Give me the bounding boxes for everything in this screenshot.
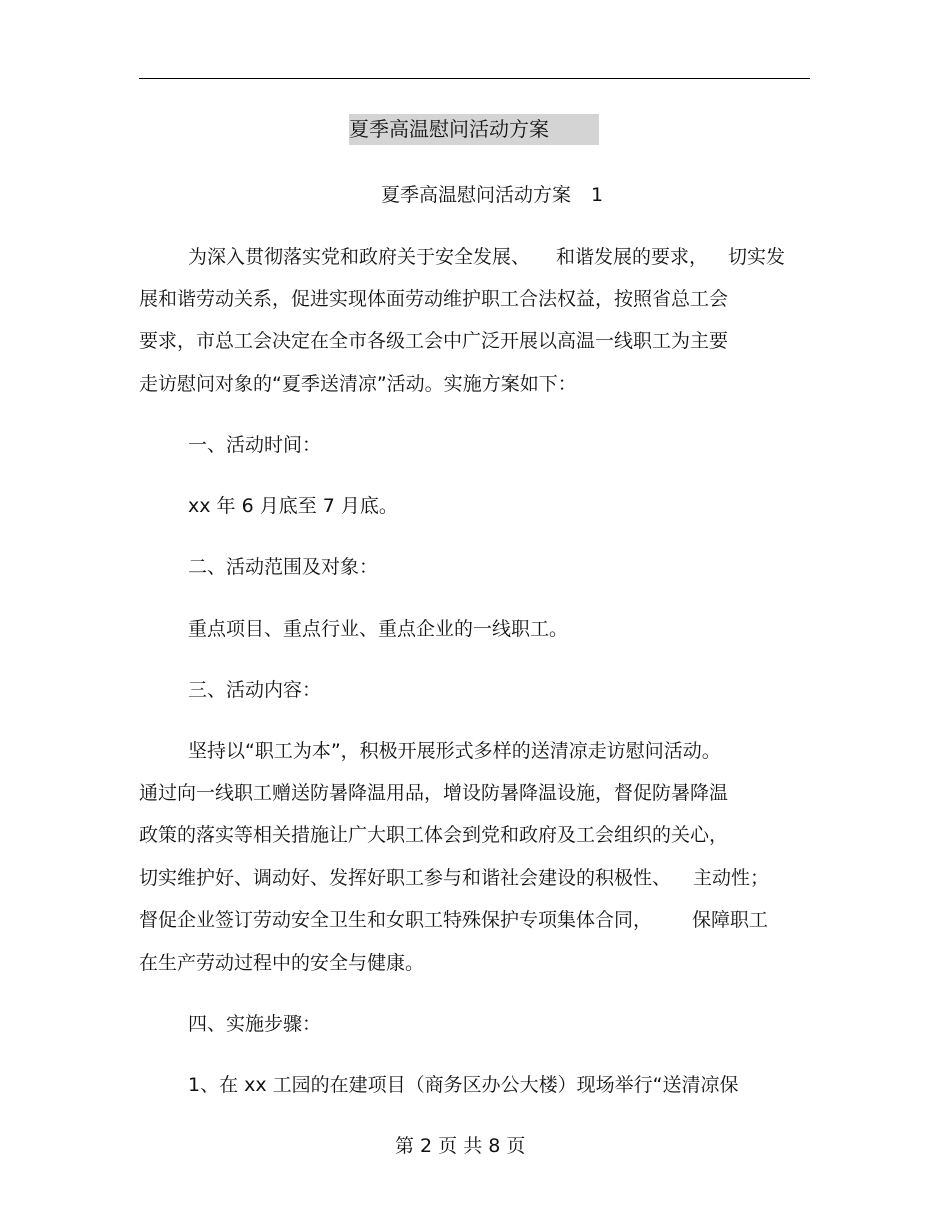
intro-line-1-part-a: 为深入贯彻落实党和政府关于安全发展、 bbox=[188, 246, 531, 268]
intro-line-3: 要求，市总工会决定在全市各级工会中广泛开展以高温一线职工为主要 bbox=[139, 330, 729, 352]
section-4-line-1: 1、在 xx 工园的在建项目（商务区办公大楼）现场举行“送清凉保 bbox=[188, 1074, 739, 1096]
section-3-line-4 bbox=[139, 866, 769, 890]
section-3-line-5 bbox=[139, 908, 768, 932]
section-3-line-4-part-b: 主动性； bbox=[693, 867, 770, 889]
section-1-body: xx 年 6 月底至 7 月底。 bbox=[188, 495, 398, 517]
section-3-line-5-part-a: 督促企业签订劳动安全卫生和女职工特殊保护专项集体合同， bbox=[139, 909, 653, 931]
section-3-heading: 三、活动内容： bbox=[188, 679, 322, 701]
header-rule bbox=[139, 78, 810, 79]
intro-line-1 bbox=[188, 245, 785, 269]
page-number: 第 2 页 共 8 页 bbox=[395, 1135, 526, 1157]
document-subtitle bbox=[381, 180, 603, 207]
subtitle-text: 夏季高温慰问活动方案 bbox=[381, 184, 572, 206]
intro-line-4: 走访慰问对象的“夏季送清凉”活动。实施方案如下： bbox=[139, 373, 577, 395]
subtitle-number: 1 bbox=[591, 184, 604, 206]
section-3-line-4-part-a: 切实维护好、调动好、发挥好职工参与和谐社会建设的积极性、 bbox=[139, 867, 672, 889]
intro-line-1-part-c: 切实发 bbox=[728, 246, 786, 268]
section-2-heading: 二、活动范围及对象： bbox=[188, 556, 379, 578]
section-3-line-1: 坚持以“职工为本”，积极开展形式多样的送清凉走访慰问活动。 bbox=[188, 740, 721, 762]
section-3-line-6: 在生产劳动过程中的安全与健康。 bbox=[139, 952, 425, 974]
intro-line-2: 展和谐劳动关系，促进实现体面劳动维护职工合法权益，按照省总工会 bbox=[139, 288, 729, 310]
section-4-heading: 四、实施步骤： bbox=[188, 1013, 322, 1035]
section-3-line-5-part-b: 保障职工 bbox=[692, 909, 769, 931]
document-title: 夏季高温慰问活动方案 bbox=[349, 117, 549, 141]
intro-line-1-part-b: 和谐发展的要求， bbox=[556, 246, 709, 268]
section-1-heading: 一、活动时间： bbox=[188, 434, 322, 456]
section-3-line-2: 通过向一线职工赠送防暑降温用品，增设防暑降温设施，督促防暑降温 bbox=[139, 782, 729, 804]
section-3-line-3: 政策的落实等相关措施让广大职工体会到党和政府及工会组织的关心， bbox=[139, 824, 729, 846]
section-2-body: 重点项目、重点行业、重点企业的一线职工。 bbox=[188, 618, 569, 640]
